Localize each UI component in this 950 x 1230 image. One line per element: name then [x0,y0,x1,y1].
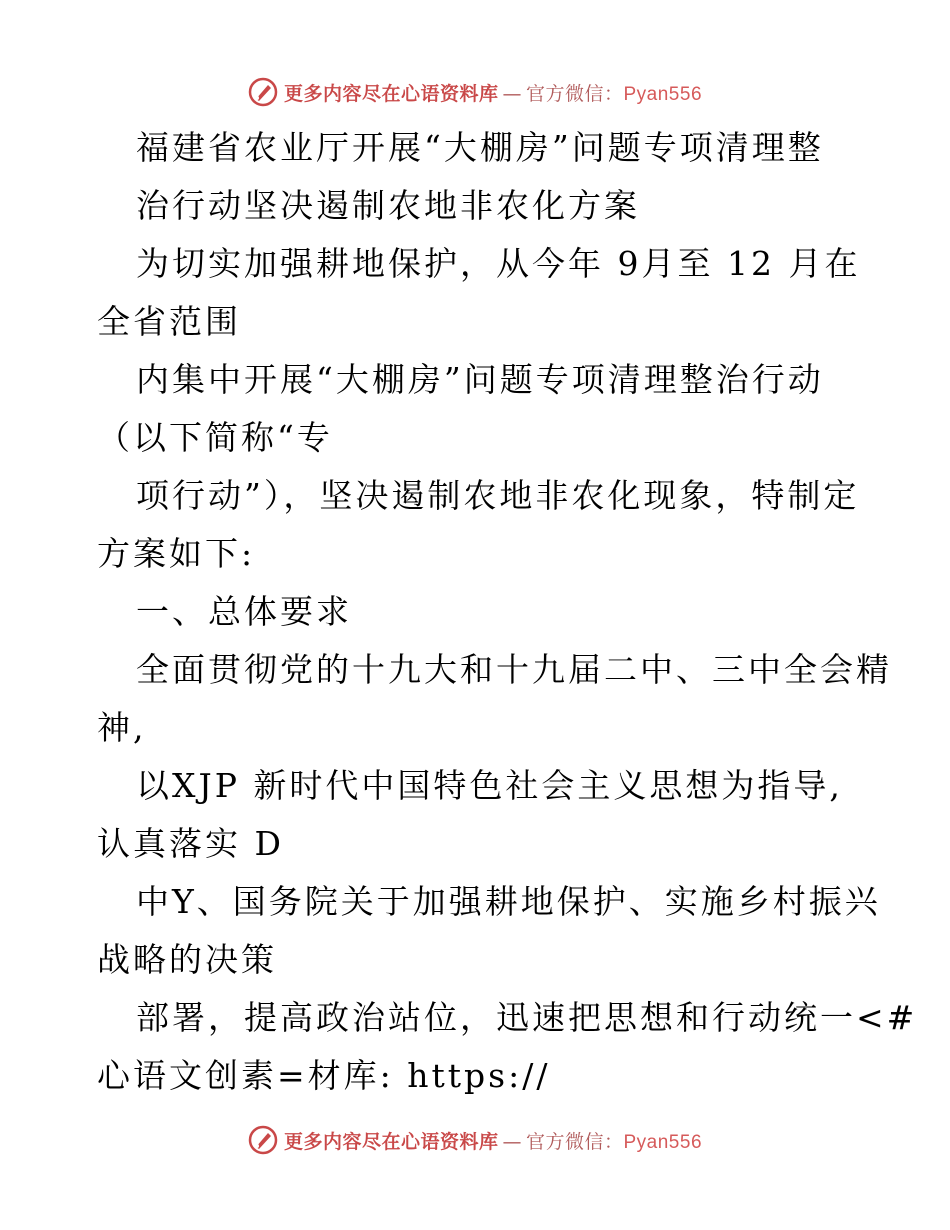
watermark-official-label: 官方微信： [525,1130,624,1153]
paragraph-2-line-1: 内集中开展“大棚房”问题专项清理整治行动 [136,360,824,399]
paragraph-2-line-2: （以下简称“专 [97,418,333,457]
paragraph-5-line-1: 以XJP 新时代中国特色社会主义思想为指导, [136,766,843,805]
paragraph-4-line-2: 神, [97,708,147,747]
paragraph-6-line-2: 战略的决策 [97,940,277,979]
paragraph-6-line-1: 中Y、国务院关于加强耕地保护、实施乡村振兴 [136,882,881,921]
paragraph-1-line-2: 全省范围 [97,302,241,341]
footer-watermark [0,1120,950,1160]
watermark-text [284,79,702,106]
paragraph-3-line-2: 方案如下: [97,534,256,573]
paragraph-7-line-1: 部署，提高政治站位，迅速把思想和行动统一<# [136,998,918,1037]
watermark-wechat-id: Pyan556 [623,83,703,105]
paragraph-4-line-1: 全面贯彻党的十九大和十九届二中、三中全会精 [136,650,892,689]
paragraph-1-line-1: 为切实加强耕地保护，从今年 9月至 12 月在 [136,244,861,283]
watermark-separator: — [502,1130,522,1153]
watermark-brand: 更多内容尽在心语资料库 [283,82,499,105]
paragraph-3-line-1: 项行动”），坚决遏制农地非农化现象，特制定 [136,476,860,515]
watermark-official-label: 官方微信： [525,82,624,105]
watermark-wechat-id: Pyan556 [623,1131,703,1153]
quill-seal-icon [248,1125,278,1155]
paragraph-5-line-2: 认真落实 D [97,824,284,863]
watermark-brand: 更多内容尽在心语资料库 [283,1130,499,1153]
quill-seal-icon [248,77,278,107]
document-title-line-1: 福建省农业厅开展“大棚房”问题专项清理整 [136,128,824,167]
paragraph-7-line-2: 心语文创素=材库: https:// [97,1056,551,1095]
section-1-heading: 一、总体要求 [136,592,352,631]
header-watermark [0,72,950,112]
watermark-separator: — [502,82,522,105]
document-title-line-2: 治行动坚决遏制农地非农化方案 [136,186,640,225]
watermark-text [284,1127,702,1154]
